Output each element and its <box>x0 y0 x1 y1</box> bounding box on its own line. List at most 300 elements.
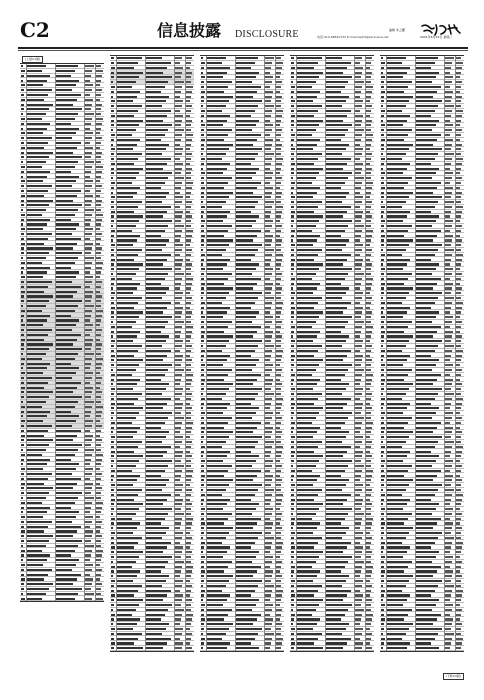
table-cell <box>96 118 103 120</box>
table-cell <box>207 268 223 270</box>
table-cell <box>355 76 361 78</box>
table-cell <box>27 530 44 532</box>
table-cell <box>387 139 404 141</box>
table-cell <box>297 513 316 515</box>
table-cell <box>111 316 114 318</box>
table-cell <box>27 214 42 216</box>
table-cell <box>175 287 180 289</box>
table-cell <box>387 316 403 318</box>
table-cell <box>117 139 140 141</box>
table-cell <box>297 302 318 304</box>
table-cell <box>291 460 294 462</box>
table-cell <box>326 398 351 400</box>
table-cell <box>445 499 451 501</box>
table-cell <box>366 451 370 453</box>
table-cell <box>27 195 44 197</box>
table-cell <box>381 91 385 93</box>
header-rule-thin <box>18 50 468 51</box>
table-cell <box>456 537 461 539</box>
table-cell <box>111 177 113 179</box>
table-cell <box>96 574 101 576</box>
table-cell <box>146 489 162 491</box>
table-cell <box>236 599 259 601</box>
table-cell <box>366 470 373 472</box>
table-cell <box>207 259 230 261</box>
table-cell <box>387 470 408 472</box>
table-cell <box>291 604 294 606</box>
table-cell <box>175 446 180 448</box>
table-cell <box>387 273 412 275</box>
table-cell <box>445 551 450 553</box>
table-cell <box>56 247 73 249</box>
table-cell <box>445 115 451 117</box>
table-cell <box>207 225 232 227</box>
table-cell <box>276 642 282 644</box>
table-cell <box>175 355 183 357</box>
table-cell <box>297 508 319 510</box>
table-cell <box>175 359 182 361</box>
table-cell <box>387 628 409 630</box>
table-cell <box>175 158 180 160</box>
table-cell <box>326 331 341 333</box>
table-cell <box>85 439 92 441</box>
table-cell <box>297 623 317 625</box>
table-cell <box>207 211 230 213</box>
table-cell <box>366 158 371 160</box>
table-cell <box>21 463 23 465</box>
table-cell <box>146 96 169 98</box>
table-cell <box>186 585 192 587</box>
table-cell <box>387 499 410 501</box>
table-cell <box>117 537 142 539</box>
table-cell <box>201 273 204 275</box>
table-cell <box>366 594 370 596</box>
table-cell <box>456 398 463 400</box>
table-cell <box>297 62 318 64</box>
table-cell <box>387 163 410 165</box>
table-cell <box>207 86 228 88</box>
table-cell <box>117 455 143 457</box>
table-cell <box>381 110 385 112</box>
table-cell <box>207 398 222 400</box>
table-cell <box>445 86 450 88</box>
table-cell <box>355 417 364 419</box>
table-cell <box>297 475 320 477</box>
table-cell <box>201 177 204 179</box>
table-cell <box>291 551 294 553</box>
table-cell <box>265 570 273 572</box>
table-cell <box>416 465 432 467</box>
table-cell <box>456 575 462 577</box>
table-cell <box>366 163 370 165</box>
table-cell <box>27 147 44 149</box>
table-cell <box>236 307 251 309</box>
table-cell <box>96 247 102 249</box>
table-cell <box>207 427 224 429</box>
table-cell <box>207 72 227 74</box>
table-cell <box>265 388 271 390</box>
table-cell <box>236 465 252 467</box>
table-cell <box>117 196 133 198</box>
table-cell <box>326 230 345 232</box>
table-cell <box>387 527 413 529</box>
table-cell <box>381 503 383 505</box>
table-cell <box>355 345 362 347</box>
table-cell <box>117 307 134 309</box>
table-cell <box>117 311 143 313</box>
table-cell <box>146 283 161 285</box>
table-cell <box>175 134 182 136</box>
table-cell <box>146 470 165 472</box>
table-cell <box>21 449 23 451</box>
table-cell <box>416 379 437 381</box>
table-cell <box>456 187 460 189</box>
table-cell <box>146 499 167 501</box>
table-cell <box>207 436 229 438</box>
table-cell <box>27 459 50 461</box>
table-cell <box>85 468 93 470</box>
table-cell <box>366 508 371 510</box>
table-cell <box>201 499 204 501</box>
table-cell <box>201 153 203 155</box>
table-cell <box>56 377 72 379</box>
table-cell <box>175 230 182 232</box>
table-cell <box>111 182 115 184</box>
table-cell <box>117 283 140 285</box>
table-cell <box>236 532 262 534</box>
table-cell <box>201 91 205 93</box>
table-cell <box>96 152 102 154</box>
table-cell <box>366 599 372 601</box>
table-cell <box>21 228 25 230</box>
table-cell <box>355 182 362 184</box>
table-cell <box>56 526 81 528</box>
table-cell <box>207 196 229 198</box>
table-cell <box>201 321 204 323</box>
table-cell <box>456 585 461 587</box>
table-cell <box>96 588 101 590</box>
table-cell <box>21 185 24 187</box>
table-cell <box>387 594 410 596</box>
table-cell <box>207 297 226 299</box>
table-cell <box>355 148 363 150</box>
table-cell <box>27 401 46 403</box>
table-cell <box>445 340 451 342</box>
table-cell <box>236 546 251 548</box>
table-cell <box>416 196 442 198</box>
table-cell <box>117 273 136 275</box>
table-cell <box>297 542 318 544</box>
table-cell <box>381 139 385 141</box>
table-cell <box>117 383 137 385</box>
table-cell <box>445 215 450 217</box>
table-cell <box>416 91 437 93</box>
table-cell <box>326 412 352 414</box>
table-cell <box>355 638 360 640</box>
table-cell <box>146 575 169 577</box>
table-cell <box>445 422 450 424</box>
table-cell <box>276 436 281 438</box>
table-cell <box>111 422 115 424</box>
table-cell <box>355 590 360 592</box>
table-cell <box>175 398 180 400</box>
table-cell <box>291 263 294 265</box>
table-cell <box>27 219 50 221</box>
table-cell <box>416 263 439 265</box>
table-cell <box>186 168 192 170</box>
table-cell <box>381 398 385 400</box>
table-cell <box>21 238 24 240</box>
table-cell <box>355 398 360 400</box>
table-cell <box>326 326 345 328</box>
table-cell <box>366 220 371 222</box>
table-cell <box>21 382 24 384</box>
table-cell <box>355 86 362 88</box>
table-cell <box>207 479 233 481</box>
table-cell <box>416 168 439 170</box>
table-cell <box>355 110 360 112</box>
table-cell <box>96 507 102 509</box>
table-cell <box>96 204 101 206</box>
table-cell <box>96 295 102 297</box>
table-cell <box>265 326 270 328</box>
table-cell <box>445 628 451 630</box>
table-cell <box>27 185 52 187</box>
table-cell <box>201 594 204 596</box>
table-cell <box>56 84 76 86</box>
table-cell <box>297 163 314 165</box>
table-cell <box>276 590 283 592</box>
table-cell <box>291 249 294 251</box>
table-cell <box>276 494 283 496</box>
table-cell <box>236 144 253 146</box>
table-cell <box>416 172 436 174</box>
table-cell <box>236 355 251 357</box>
table-cell <box>416 86 441 88</box>
table-cell <box>276 614 281 616</box>
table-cell <box>381 148 384 150</box>
table-cell <box>117 302 138 304</box>
table-cell <box>85 257 94 259</box>
table-cell <box>236 537 258 539</box>
table-cell <box>146 115 167 117</box>
table-cell <box>265 561 272 563</box>
table-cell <box>146 393 162 395</box>
table-cell <box>297 364 319 366</box>
table-cell <box>366 105 372 107</box>
table-cell <box>186 278 193 280</box>
table-cell <box>291 403 295 405</box>
table-cell <box>21 411 24 413</box>
table-cell <box>366 407 372 409</box>
table-cell <box>366 614 373 616</box>
table-cell <box>387 215 407 217</box>
table-cell <box>297 359 323 361</box>
table-cell <box>96 209 101 211</box>
table-cell <box>96 459 102 461</box>
table-cell <box>201 508 205 510</box>
table-cell <box>146 455 163 457</box>
table-cell <box>85 492 91 494</box>
table-cell <box>291 455 294 457</box>
table-cell <box>85 262 92 264</box>
table-cell <box>56 214 75 216</box>
table-cell <box>297 369 316 371</box>
table-cell <box>186 451 190 453</box>
table-cell <box>186 110 191 112</box>
table-cell <box>146 148 166 150</box>
table-cell <box>56 113 78 115</box>
table-cell <box>326 172 352 174</box>
table-cell <box>355 436 363 438</box>
table-cell <box>326 364 352 366</box>
table-cell <box>27 593 46 595</box>
table-cell <box>416 585 438 587</box>
table-cell <box>387 115 410 117</box>
table-cell <box>416 96 433 98</box>
table-cell <box>366 393 372 395</box>
table-cell <box>265 422 270 424</box>
table-cell <box>326 139 341 141</box>
table-cell <box>326 422 345 424</box>
table-cell <box>326 374 345 376</box>
table-cell <box>265 599 270 601</box>
table-cell <box>265 172 273 174</box>
table-cell <box>366 551 372 553</box>
table-cell <box>21 569 24 571</box>
table-cell <box>207 609 232 611</box>
table-cell <box>416 273 432 275</box>
table-cell <box>27 80 47 82</box>
table-cell <box>85 343 92 345</box>
table-cell <box>445 148 451 150</box>
table-cell <box>175 335 180 337</box>
table-cell <box>416 431 433 433</box>
table-cell <box>96 156 101 158</box>
table-cell <box>146 364 172 366</box>
table-cell <box>27 550 42 552</box>
table-cell <box>56 65 78 67</box>
table-cell <box>111 532 115 534</box>
table-cell <box>111 350 114 352</box>
table-cell <box>56 94 81 96</box>
table-cell <box>265 230 270 232</box>
table-cell <box>291 479 293 481</box>
table-cell <box>56 492 82 494</box>
table-cell <box>186 326 193 328</box>
table-cell <box>27 233 52 235</box>
table-cell <box>117 120 143 122</box>
table-cell <box>236 321 252 323</box>
table-cell <box>201 398 205 400</box>
table-cell <box>366 115 370 117</box>
table-cell <box>291 412 294 414</box>
table-cell <box>111 599 114 601</box>
table-cell <box>201 570 205 572</box>
table-cell <box>445 278 450 280</box>
table-cell <box>291 532 295 534</box>
table-cell <box>175 225 184 227</box>
table-cell <box>111 446 114 448</box>
table-cell <box>27 473 52 475</box>
table-cell <box>96 300 101 302</box>
table-cell <box>265 513 272 515</box>
table-cell <box>236 76 256 78</box>
table-cell <box>326 499 347 501</box>
table-cell <box>186 503 192 505</box>
table-cell <box>27 343 53 345</box>
table-cell <box>117 570 140 572</box>
table-cell <box>117 499 134 501</box>
table-cell <box>117 427 140 429</box>
table-cell <box>297 239 317 241</box>
table-cell <box>175 479 180 481</box>
table-cell <box>236 268 256 270</box>
table-cell <box>96 439 102 441</box>
table-cell <box>387 211 410 213</box>
table-cell <box>355 72 362 74</box>
table-cell <box>326 604 352 606</box>
table-cell <box>416 182 441 184</box>
table-cell <box>27 425 52 427</box>
table-cell <box>291 465 293 467</box>
table-cell <box>366 609 371 611</box>
table-cell <box>387 455 407 457</box>
table-cell <box>236 623 253 625</box>
table-cell <box>381 201 383 203</box>
table-cell <box>186 91 192 93</box>
table-cell <box>326 177 348 179</box>
table-cell <box>175 609 184 611</box>
table-cell <box>366 182 373 184</box>
table-cell <box>201 81 204 83</box>
table-cell <box>21 425 24 427</box>
table-cell <box>276 556 280 558</box>
table-cell <box>326 292 346 294</box>
table-cell <box>207 100 229 102</box>
table-cell <box>291 422 295 424</box>
table-cell <box>456 91 460 93</box>
table-cell <box>201 494 205 496</box>
table-cell <box>291 206 294 208</box>
table-cell <box>291 168 294 170</box>
table-cell <box>21 161 23 163</box>
table-cell <box>291 441 294 443</box>
table-cell <box>456 566 461 568</box>
table-cell <box>236 575 253 577</box>
table-cell <box>117 163 134 165</box>
table-cell <box>56 243 77 245</box>
table-cell <box>456 302 463 304</box>
table-cell <box>291 115 295 117</box>
table-cell <box>201 206 205 208</box>
table-cell <box>276 158 283 160</box>
table-cell <box>297 81 316 83</box>
table-cell <box>456 148 461 150</box>
table-cell <box>381 465 384 467</box>
table-cell <box>111 225 113 227</box>
table-cell <box>276 417 282 419</box>
table-cell <box>366 638 371 640</box>
table-cell <box>111 561 113 563</box>
table-cell <box>27 387 44 389</box>
table-cell <box>326 350 351 352</box>
table-cell <box>236 273 252 275</box>
table-cell <box>21 123 24 125</box>
table-cell <box>111 460 114 462</box>
table-cell <box>186 359 192 361</box>
table-cell <box>207 355 230 357</box>
